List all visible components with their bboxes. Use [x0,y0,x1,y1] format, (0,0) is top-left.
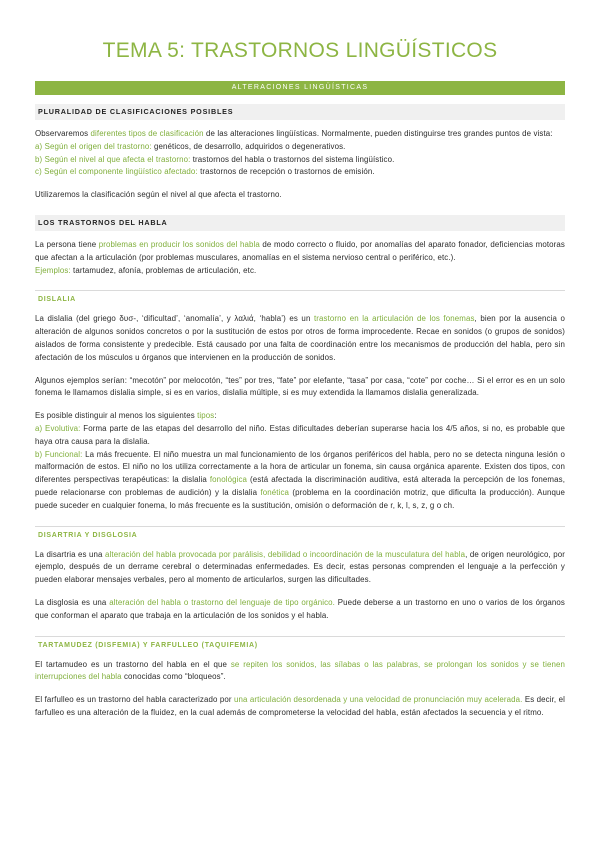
text-run: Es decir, el farfulleo es una alteración de la fluidez, en la cual además de comprometerse la velocidad del habla, están afectados la secuencia y el ritmo. [35,695,565,717]
text-run: El tartamudeo es un trastorno del habla en el que [35,659,231,669]
subsection-dislalia [35,290,565,512]
list-item [35,141,565,154]
paragraph-farfulleo [35,694,565,720]
examples-text: tartamudez, afonía, problemas de articulación, etc. [70,265,257,275]
examples-label: Ejemplos: [35,265,71,275]
paragraph-intro [35,128,565,141]
list-item-label: b) Según el nivel al que afecta el trastorno: [35,154,191,164]
text-run: de modo correcto o fluido, por anomalías del aparato fonador, deficiencias motoras que afectan a la articulación (por problemas musculares, anomalías en el sistema nervioso central o periférico, etc.). [35,239,565,262]
paragraph-examples: Algunos ejemplos serían: “mecotón” por melocotón, “tes” por tres, “fate” por elefante, “tasa” por casa, “cote” por coche… Si el error es en un solo fonema le llamamos dislalia simple, si es en varios, dislalia múltiple, si es muy extendida la llamamos dislalia generalizada. [35,375,565,398]
section-pluralidad [35,104,565,202]
text-run: de las alteraciones lingüísticas. Normalmente, pueden distinguirse tres grandes puntos de vista: [203,129,553,138]
examples-line [35,265,565,278]
highlighted-term: alteración del habla o trastorno del lenguaje de tipo orgánico. [109,597,335,607]
paragraph-definition [35,313,565,364]
paragraph-types-intro [35,410,565,423]
paragraph-disglosia [35,597,565,623]
text-run: Puede deberse a un trastorno en uno o varios de los órganos que conforman el aparato que trabaja en la articulación de los sonidos y el habla. [35,597,565,620]
list-item-text: trastornos de recepción o trastornos de emisión. [197,167,375,177]
text-run: , bien por la ausencia o alteración de algunos sonidos concretos o por la sustitución de estos por otros de forma improcedente. Recae en sonidos (o grupos de sonidos) aislados de forma consistente y predecible. Está causado por una falta de coordinación entre los mecanismos de producción del habla, pero sin afectación de los músculos u órganos que intervienen en la producción de sonidos. [35,314,565,362]
text-run: La disartria es una [35,549,105,559]
subsection-heading-disartria-disglosia: DISARTRIA Y DISGLOSIA [35,526,565,541]
document-title: TEMA 5: TRASTORNOS LINGÜÍSTICOS [102,39,498,62]
highlighted-term: trastorno en la articulación de los fonemas [313,314,475,324]
highlighted-term: tipos [197,411,215,421]
list-item-label: c) Según el componente lingüístico afectado: [35,167,198,177]
subsection-heading-dislalia: DISLALIA [35,290,565,305]
section-heading-pluralidad: PLURALIDAD DE CLASIFICACIONES POSIBLES [35,104,565,120]
type-label: a) Evolutiva: [35,423,81,433]
section-trastornos-habla [35,215,565,720]
list-item-text: trastornos del habla o trastornos del sistema lingüístico. [190,154,395,164]
text-run: El farfulleo es un trastorno del habla caracterizado por [35,695,234,705]
paragraph-intro [35,239,565,265]
highlighted-term: problemas en producir los sonidos del habla [98,239,260,249]
paragraph-disartria [35,549,565,587]
type-funcional [35,449,565,513]
type-text: (está afectada la discriminación auditiva, está alterada la percepción de los fonemas, puede relacionarse con problemas de audición) y la dislalia [35,475,566,497]
list-item [35,154,565,167]
text-run: Observaremos [35,129,91,138]
text-run: La persona tiene [35,239,99,249]
chapter-banner-label: ALTERACIONES LINGÜÍSTICAS [231,84,369,91]
type-text: (problema en la coordinación motriz, que dificulta la producción). Aunque puede suceder en cualquier fonema, lo más frecuente es la sustitución, omisión o deformación de r, k, l, s, z, g o ch. [35,487,565,510]
type-text: Forma parte de las etapas del desarrollo del niño. Estas dificultades deberían superarse hacia los 4/5 años, si no, es probable que haya otra causa para la dislalia. [35,423,565,446]
type-label: b) Funcional: [35,449,83,459]
list-item-label: a) Según el origen del trastorno: [35,141,152,151]
text-run: , de origen neurológico, por ejemplo, después de un derrame cerebral o determinadas enfermedades. Es decir, estas personas comprenden el lenguaje a la perfección y pueden elaborar mensajes verbales, pero al momento de articularlos, surgen las dificultades. [35,549,565,585]
highlighted-term: alteración del habla provocada por parálisis, debilidad o incoordinación de la musculatura del habla [105,549,466,559]
list-item [35,166,565,179]
text-run: Es posible distinguir al menos los siguientes [35,411,198,421]
highlighted-term: fonológica [209,475,248,485]
highlighted-term: una articulación desordenada y una velocidad de pronunciación muy acelerada. [233,695,523,705]
subsection-disartria-disglosia [35,526,565,623]
text-run: La dislalia (del griego δυσ-, ‘dificultad’, ‘anomalía’, y λαλιά, ‘habla’) es un [35,314,314,324]
type-evolutiva [35,423,565,449]
subsection-heading-tartamudez-farfulleo: TARTAMUDEZ (DISFEMIA) Y FARFULLEO (TAQUIFEMIA) [35,636,565,651]
type-text: La más frecuente. El niño muestra un mal funcionamiento de los órganos periféricos del habla, pero no se detecta ninguna lesión o malformación de estos. El niño no los utiliza correctamente a la hora de articular un fonema, sin causa orgánica aparente. Existen dos tipos, con diferentes perspectivas terapéuticas: la dislalia [35,449,565,485]
text-run: La disglosia es una [35,597,110,607]
text-run: conocidas como “bloqueos”. [121,672,226,682]
text-run: : [214,411,217,421]
paragraph-tartamudeo [35,659,565,685]
list-item-text: genéticos, de desarrollo, adquiridos o degenerativos. [151,141,346,151]
highlighted-term: fonética [260,487,290,497]
highlighted-term: diferentes tipos de clasificación [90,129,204,138]
highlighted-term: se repiten los sonidos, las sílabas o las palabras, se prolongan los sonidos y se tienen interrupciones del habla [35,659,565,682]
section-heading-trastornos-habla: LOS TRASTORNOS DEL HABLA [35,215,565,231]
chapter-banner [35,81,565,95]
paragraph-closing: Utilizaremos la clasificación según el nivel al que afecta el trastorno. [35,190,282,200]
subsection-tartamudez-farfulleo [35,636,565,720]
